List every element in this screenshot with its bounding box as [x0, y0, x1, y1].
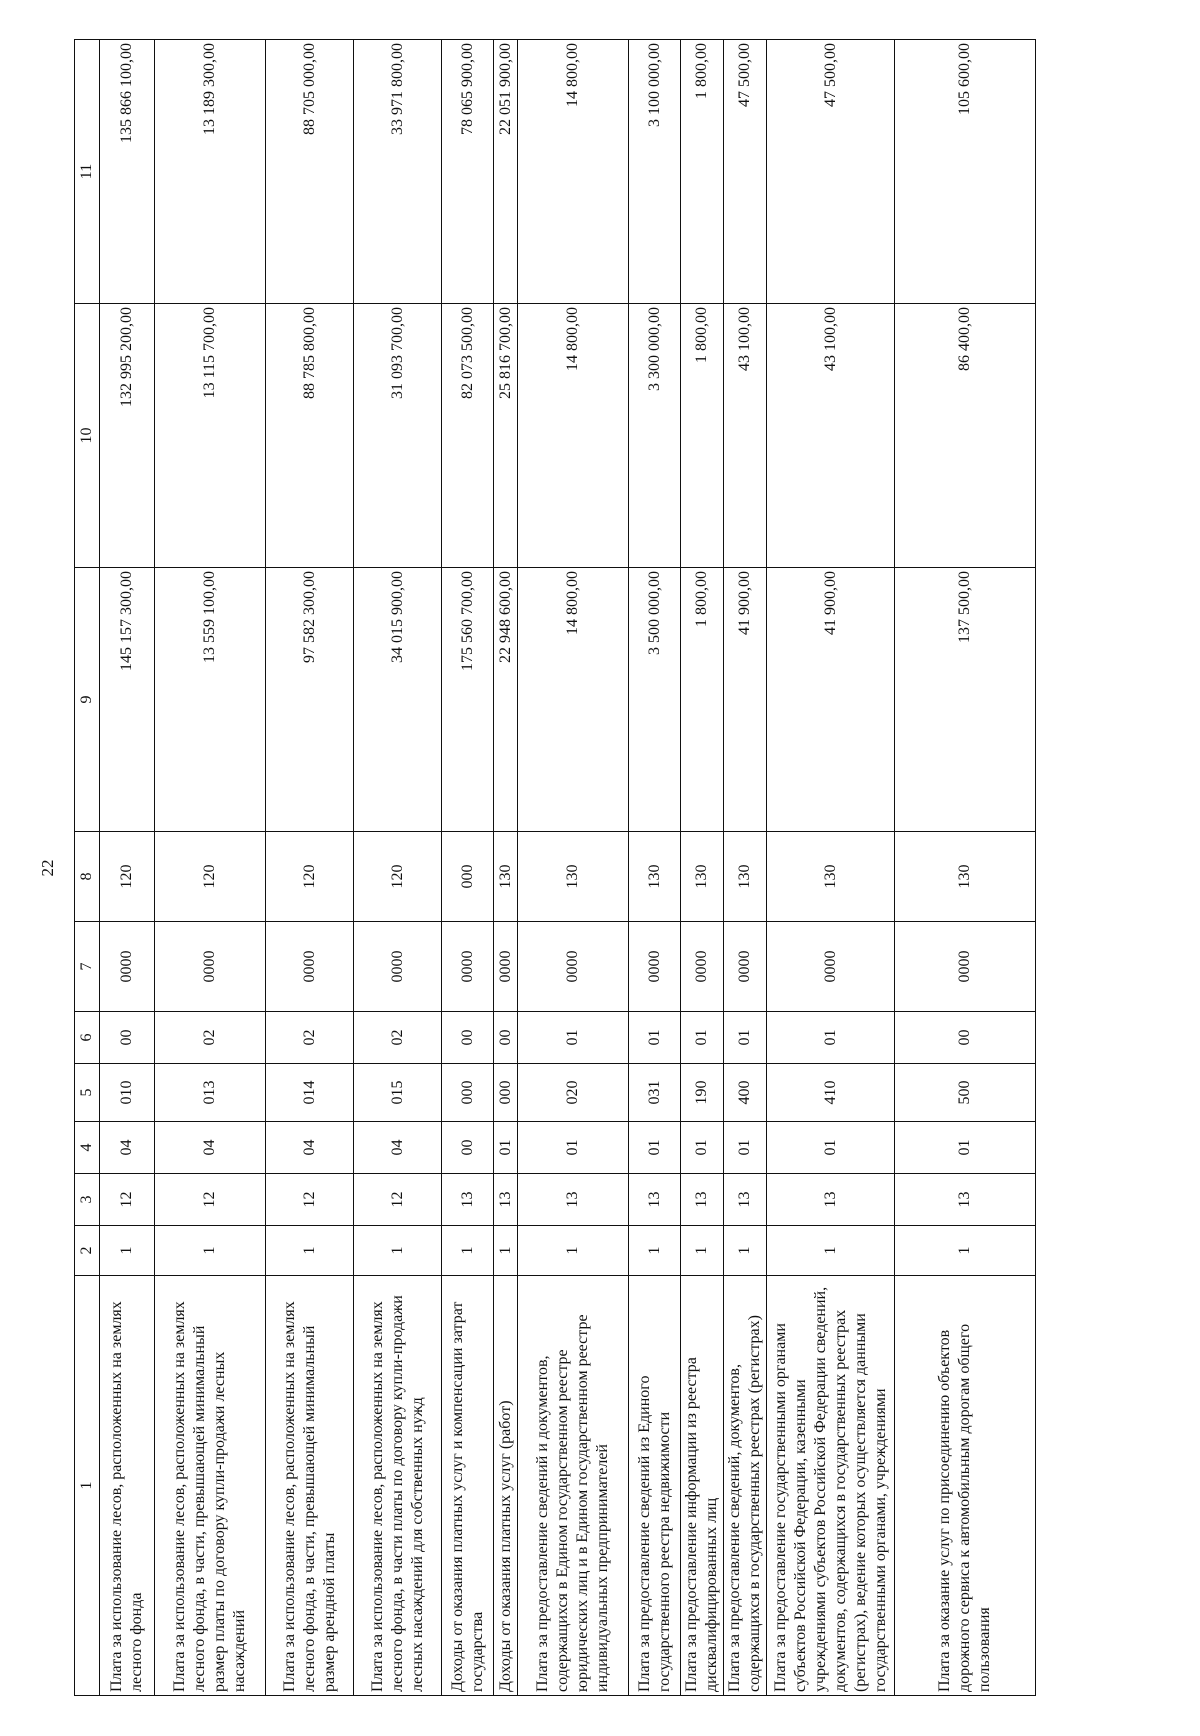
code-article: 04: [354, 1122, 442, 1174]
code-group: 1: [442, 1226, 494, 1276]
amount-year-1: 97 582 300,00: [266, 568, 354, 832]
row-label: Плата за использование лесов, расположенных на землях лесного фонда, в части, превышающей минимальный размер арендной платы: [266, 1276, 354, 1696]
code-subarticle: 000: [442, 1064, 494, 1122]
code-subarticle: 400: [724, 1064, 767, 1122]
amount-year-3: 13 189 300,00: [155, 40, 266, 304]
code-element: 00: [442, 1012, 494, 1064]
amount-year-3: 105 600,00: [895, 40, 1036, 304]
row-label: Плата за предоставление информации из реестра дисквалифицированных лиц: [681, 1276, 724, 1696]
code-program: 0000: [895, 922, 1036, 1012]
row-label: Плата за использование лесов, расположенных на землях лесного фонда, в части, превышающей минимальный размер платы по договору купли-продажи лесных насаждений: [155, 1276, 266, 1696]
code-subgroup: 13: [629, 1174, 681, 1226]
code-subarticle: 010: [100, 1064, 155, 1122]
column-header: 7: [75, 922, 100, 1012]
code-element: 02: [155, 1012, 266, 1064]
code-kosgu: 130: [629, 832, 681, 922]
amount-year-1: 1 800,00: [681, 568, 724, 832]
code-program: 0000: [155, 922, 266, 1012]
code-group: 1: [681, 1226, 724, 1276]
row-label: Плата за использование лесов, расположенных на землях лесного фонда: [100, 1276, 155, 1696]
code-article: 00: [442, 1122, 494, 1174]
code-article: 01: [494, 1122, 518, 1174]
row-label: Доходы от оказания платных услуг (работ): [494, 1276, 518, 1696]
code-subarticle: 500: [895, 1064, 1036, 1122]
code-subarticle: 031: [629, 1064, 681, 1122]
code-article: 01: [681, 1122, 724, 1174]
code-kosgu: 130: [681, 832, 724, 922]
rotated-page: [74, 40, 1126, 1696]
table-row: [155, 40, 266, 1696]
row-label: Плата за предоставление государственными органами субъектов Российской Федерации, казенными учреждениями субъектов Российской Федерации сведений, документов, содержащихся в государственных реестрах (регистрах), ведение которых осуществляется данными государственными органами, учреждениями: [767, 1276, 895, 1696]
code-group: 1: [494, 1226, 518, 1276]
row-label: Плата за использование лесов, расположенных на землях лесного фонда, в части платы по договору купли-продажи лесных насаждений для собственных нужд: [354, 1276, 442, 1696]
code-kosgu: 130: [767, 832, 895, 922]
code-kosgu: 120: [155, 832, 266, 922]
code-group: 1: [724, 1226, 767, 1276]
amount-year-3: 1 800,00: [681, 40, 724, 304]
code-subarticle: 190: [681, 1064, 724, 1122]
code-kosgu: 000: [442, 832, 494, 922]
amount-year-3: 135 866 100,00: [100, 40, 155, 304]
code-element: 00: [494, 1012, 518, 1064]
code-subgroup: 12: [100, 1174, 155, 1226]
amount-year-3: 47 500,00: [767, 40, 895, 304]
code-kosgu: 130: [518, 832, 629, 922]
code-group: 1: [518, 1226, 629, 1276]
code-article: 01: [518, 1122, 629, 1174]
code-subarticle: 013: [155, 1064, 266, 1122]
amount-year-2: 88 785 800,00: [266, 304, 354, 568]
amount-year-2: 86 400,00: [895, 304, 1036, 568]
amount-year-1: 3 500 000,00: [629, 568, 681, 832]
amount-year-1: 34 015 900,00: [354, 568, 442, 832]
code-subarticle: 014: [266, 1064, 354, 1122]
code-subgroup: 13: [494, 1174, 518, 1226]
amount-year-1: 13 559 100,00: [155, 568, 266, 832]
code-program: 0000: [629, 922, 681, 1012]
code-element: 01: [629, 1012, 681, 1064]
row-label: Плата за оказание услуг по присоединению объектов дорожного сервиса к автомобильным дорогам общего пользования: [895, 1276, 1036, 1696]
table-row: [681, 40, 724, 1696]
header-row: [75, 40, 100, 1696]
amount-year-3: 22 051 900,00: [494, 40, 518, 304]
row-label: Плата за предоставление сведений, документов, содержащихся в государственных реестрах (регистрах): [724, 1276, 767, 1696]
code-subgroup: 13: [724, 1174, 767, 1226]
amount-year-1: 137 500,00: [895, 568, 1036, 832]
code-group: 1: [155, 1226, 266, 1276]
amount-year-1: 145 157 300,00: [100, 568, 155, 832]
amount-year-2: 43 100,00: [724, 304, 767, 568]
code-element: 02: [354, 1012, 442, 1064]
code-article: 04: [155, 1122, 266, 1174]
amount-year-3: 14 800,00: [518, 40, 629, 304]
amount-year-2: 14 800,00: [518, 304, 629, 568]
code-element: 02: [266, 1012, 354, 1064]
code-kosgu: 130: [494, 832, 518, 922]
code-subgroup: 13: [895, 1174, 1036, 1226]
code-article: 01: [629, 1122, 681, 1174]
amount-year-2: 31 093 700,00: [354, 304, 442, 568]
code-program: 0000: [354, 922, 442, 1012]
amount-year-1: 41 900,00: [767, 568, 895, 832]
code-program: 0000: [681, 922, 724, 1012]
code-kosgu: 130: [895, 832, 1036, 922]
page-number: 22: [38, 859, 57, 877]
table-row: [100, 40, 155, 1696]
code-subarticle: 410: [767, 1064, 895, 1122]
code-element: 01: [724, 1012, 767, 1064]
table-row: [442, 40, 494, 1696]
code-group: 1: [895, 1226, 1036, 1276]
code-article: 01: [724, 1122, 767, 1174]
code-subgroup: 13: [442, 1174, 494, 1226]
code-group: 1: [100, 1226, 155, 1276]
table-row: [518, 40, 629, 1696]
column-header: 10: [75, 304, 100, 568]
amount-year-3: 47 500,00: [724, 40, 767, 304]
code-program: 0000: [100, 922, 155, 1012]
code-kosgu: 120: [354, 832, 442, 922]
table-row: [494, 40, 518, 1696]
code-element: 00: [100, 1012, 155, 1064]
code-program: 0000: [266, 922, 354, 1012]
column-header: 8: [75, 832, 100, 922]
budget-table: [74, 39, 1036, 1696]
amount-year-2: 3 300 000,00: [629, 304, 681, 568]
column-header: 4: [75, 1122, 100, 1174]
column-header: 11: [75, 40, 100, 304]
code-subgroup: 13: [767, 1174, 895, 1226]
code-element: 00: [895, 1012, 1036, 1064]
code-subgroup: 13: [681, 1174, 724, 1226]
amount-year-3: 3 100 000,00: [629, 40, 681, 304]
code-subarticle: 000: [494, 1064, 518, 1122]
row-label: Плата за предоставление сведений из Единого государственного реестра недвижимости: [629, 1276, 681, 1696]
row-label: Плата за предоставление сведений и документов, содержащихся в Едином государственном реестре юридических лиц и в Едином государственном реестре индивидуальных предпринимателей: [518, 1276, 629, 1696]
code-element: 01: [767, 1012, 895, 1064]
code-program: 0000: [724, 922, 767, 1012]
code-element: 01: [518, 1012, 629, 1064]
code-program: 0000: [442, 922, 494, 1012]
amount-year-1: 22 948 600,00: [494, 568, 518, 832]
amount-year-3: 88 705 000,00: [266, 40, 354, 304]
amount-year-2: 82 073 500,00: [442, 304, 494, 568]
code-subarticle: 020: [518, 1064, 629, 1122]
code-program: 0000: [494, 922, 518, 1012]
row-label: Доходы от оказания платных услуг и компенсации затрат государства: [442, 1276, 494, 1696]
code-program: 0000: [767, 922, 895, 1012]
amount-year-2: 25 816 700,00: [494, 304, 518, 568]
amount-year-3: 78 065 900,00: [442, 40, 494, 304]
code-article: 04: [266, 1122, 354, 1174]
table-row: [629, 40, 681, 1696]
code-group: 1: [266, 1226, 354, 1276]
code-subgroup: 12: [354, 1174, 442, 1226]
table-row: [767, 40, 895, 1696]
code-kosgu: 120: [266, 832, 354, 922]
amount-year-3: 33 971 800,00: [354, 40, 442, 304]
code-element: 01: [681, 1012, 724, 1064]
amount-year-1: 41 900,00: [724, 568, 767, 832]
amount-year-2: 13 115 700,00: [155, 304, 266, 568]
code-kosgu: 130: [724, 832, 767, 922]
code-subarticle: 015: [354, 1064, 442, 1122]
column-header: 5: [75, 1064, 100, 1122]
code-group: 1: [629, 1226, 681, 1276]
column-header: 1: [75, 1276, 100, 1696]
table-row: [354, 40, 442, 1696]
column-header: 9: [75, 568, 100, 832]
code-article: 01: [767, 1122, 895, 1174]
code-article: 04: [100, 1122, 155, 1174]
code-subgroup: 12: [266, 1174, 354, 1226]
code-group: 1: [354, 1226, 442, 1276]
code-subgroup: 12: [155, 1174, 266, 1226]
table-row: [266, 40, 354, 1696]
amount-year-2: 43 100,00: [767, 304, 895, 568]
column-header: 6: [75, 1012, 100, 1064]
amount-year-1: 175 560 700,00: [442, 568, 494, 832]
code-group: 1: [767, 1226, 895, 1276]
column-header: 3: [75, 1174, 100, 1226]
amount-year-2: 1 800,00: [681, 304, 724, 568]
code-kosgu: 120: [100, 832, 155, 922]
amount-year-2: 132 995 200,00: [100, 304, 155, 568]
code-subgroup: 13: [518, 1174, 629, 1226]
table-row: [724, 40, 767, 1696]
table-row: [895, 40, 1036, 1696]
column-header: 2: [75, 1226, 100, 1276]
amount-year-1: 14 800,00: [518, 568, 629, 832]
code-article: 01: [895, 1122, 1036, 1174]
code-program: 0000: [518, 922, 629, 1012]
